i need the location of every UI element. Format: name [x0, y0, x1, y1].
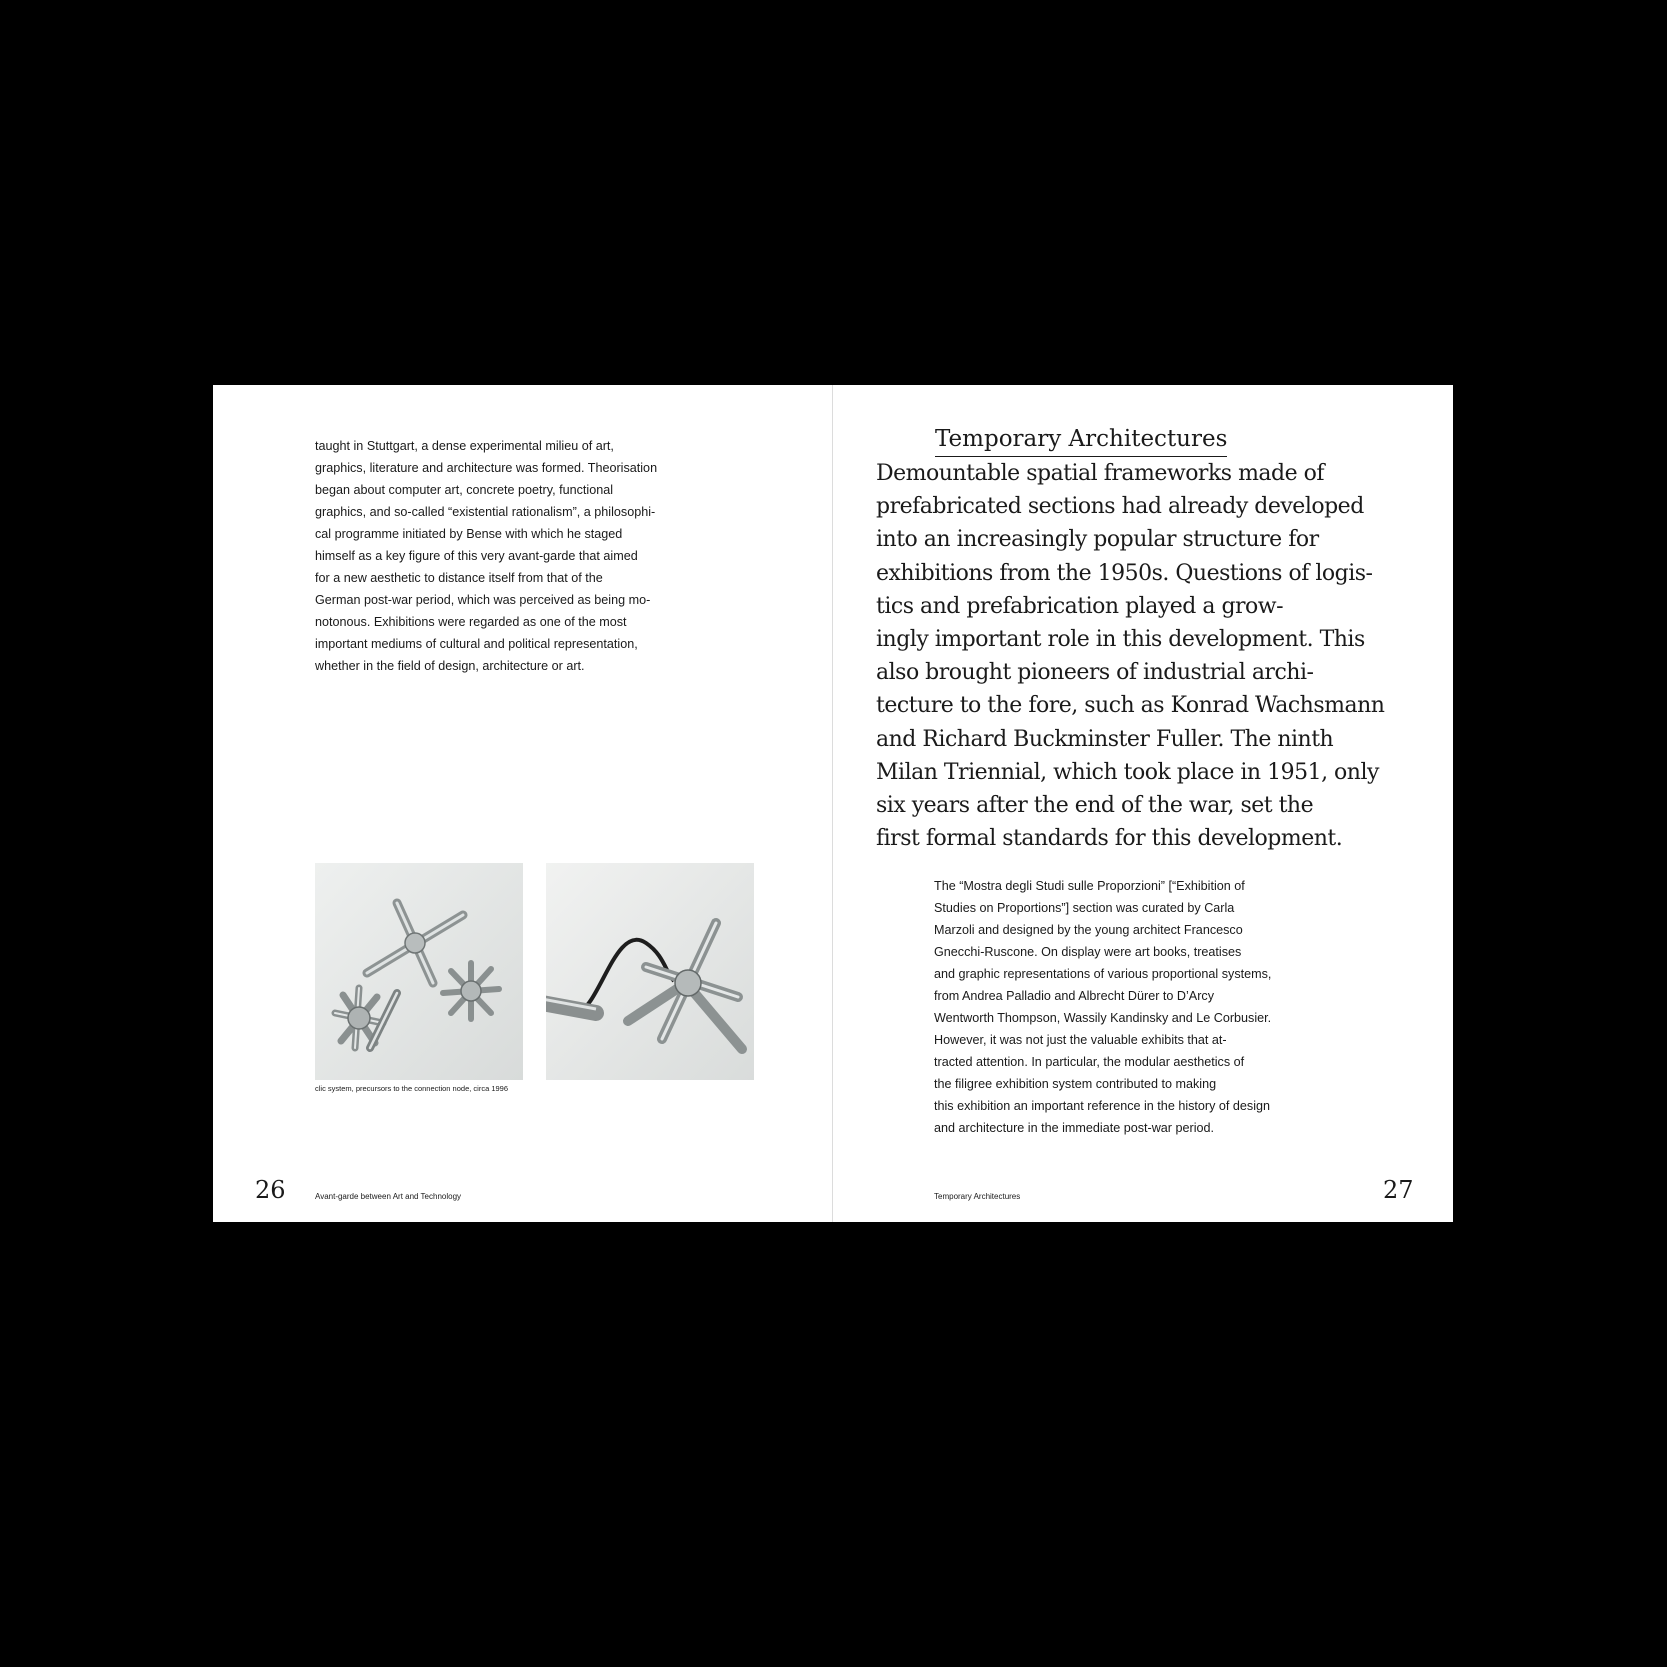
body-line: cal programme initiated by Bense with which he staged: [315, 527, 623, 541]
book-spread: [213, 385, 1453, 1222]
right-body-text: [934, 875, 1334, 1139]
lead-line: tecture to the fore, such as Konrad Wachsmann: [876, 693, 1385, 719]
connector-cable-illustration: [546, 863, 754, 1080]
body-line: However, it was not just the valuable exhibits that at-: [934, 1033, 1227, 1047]
left-body-text: [315, 435, 715, 677]
lead-line: Milan Triennial, which took place in 1951, only: [876, 759, 1379, 785]
lead-line: prefabricated sections had already developed: [876, 494, 1364, 520]
body-line: tracted attention. In particular, the modular aesthetics of: [934, 1055, 1245, 1069]
body-line: this exhibition an important reference in the history of design: [934, 1099, 1271, 1113]
connector-nodes-illustration: [315, 863, 523, 1080]
body-line: Gnecchi-Ruscone. On display were art books, treatises: [934, 945, 1242, 959]
body-line: and graphic representations of various proportional systems,: [934, 967, 1272, 981]
body-line: notonous. Exhibitions were regarded as one of the most: [315, 615, 627, 629]
lead-line: six years after the end of the war, set the: [876, 793, 1314, 819]
body-line: whether in the field of design, architecture or art.: [315, 659, 585, 673]
body-line: important mediums of cultural and political representation,: [315, 637, 638, 651]
body-line: from Andrea Palladio and Albrecht Dürer to D’Arcy: [934, 989, 1214, 1003]
page-number-left: 26: [255, 1176, 286, 1204]
lead-line: Demountable spatial frameworks made of: [876, 461, 1325, 486]
photo-connector-with-cable: [546, 863, 754, 1080]
lead-line: first formal standards for this development.: [876, 826, 1343, 852]
body-line: Studies on Proportions”] section was curated by Carla: [934, 901, 1235, 915]
photo-caption: clic system, precursors to the connection node, circa 1996: [315, 1084, 509, 1093]
running-title-right: Temporary Architectures: [934, 1192, 1021, 1201]
lead-line: into an increasingly popular structure for: [876, 527, 1319, 553]
lead-line: exhibitions from the 1950s. Questions of logis-: [876, 560, 1373, 586]
body-line: German post-war period, which was perceived as being mo-: [315, 593, 651, 607]
photo-connector-nodes: [315, 863, 523, 1080]
body-line: and architecture in the immediate post-war period.: [934, 1121, 1215, 1135]
body-line: himself as a key figure of this very avant-garde that aimed: [315, 549, 638, 563]
lead-paragraph: [876, 457, 1436, 855]
body-line: The “Mostra degli Studi sulle Proporzioni” [“Exhibition of: [934, 879, 1245, 893]
body-line: for a new aesthetic to distance itself from that of the: [315, 571, 603, 585]
body-line: Marzoli and designed by the young architect Francesco: [934, 923, 1243, 937]
body-line: graphics, literature and architecture was formed. Theorisation: [315, 461, 658, 475]
lead-line: and Richard Buckminster Fuller. The ninth: [876, 726, 1334, 752]
body-line: the filigree exhibition system contributed to making: [934, 1077, 1217, 1091]
lead-line: also brought pioneers of industrial archi-: [876, 660, 1314, 686]
section-heading: Temporary Architectures: [935, 423, 1227, 457]
gutter-line: [832, 385, 833, 1222]
body-line: Wentworth Thompson, Wassily Kandinsky and Le Corbusier.: [934, 1011, 1272, 1025]
body-line: graphics, and so-called “existential rationalism”, a philosophi-: [315, 505, 656, 519]
running-title-left: Avant-garde between Art and Technology: [315, 1192, 462, 1201]
page-number-right: 27: [1383, 1176, 1414, 1204]
body-line: taught in Stuttgart, a dense experimental milieu of art,: [315, 439, 614, 453]
lead-line: tics and prefabrication played a grow-: [876, 593, 1284, 619]
body-line: began about computer art, concrete poetry, functional: [315, 483, 614, 497]
lead-line: ingly important role in this development. This: [876, 627, 1365, 653]
